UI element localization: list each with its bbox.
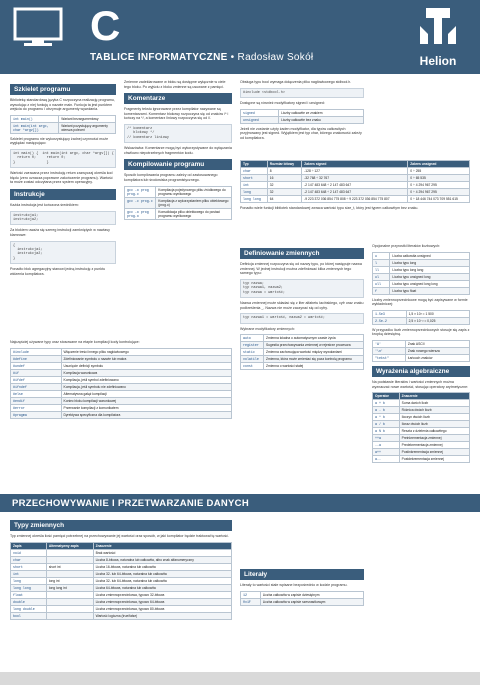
paragraph: Nazwa zmiennej może składać się z liter alfabetu łacińskiego, cyfr oraz znaku podkreślenia _. Nazwa nie może zaczynać się od cyfry.: [240, 301, 364, 310]
table-cell: Konsolidacja pliku obiektowego do postaci programu wynikowego: [156, 208, 232, 219]
table-row: [241, 335, 364, 342]
table-row: [373, 449, 470, 456]
table-cell: Zmienna, która może zmieniać się poza kontrolą programu: [263, 356, 363, 363]
paragraph: Ponadto blok agregacyjny stanowi jedną instrukcję z punktu widzenia kompilatora.: [10, 267, 106, 276]
table-row: [241, 598, 364, 605]
column-header: Zakres signed: [302, 161, 408, 168]
table-row: [373, 273, 470, 280]
table-row: [373, 287, 470, 294]
table-row: [373, 407, 470, 414]
types-block: [10, 516, 232, 623]
table-cell: gcc -o prog prog.o: [125, 208, 156, 219]
table-cell: Wariant bezargumentowy: [59, 115, 116, 122]
table-cell: auto: [241, 335, 264, 342]
paragraph: Opcjonalne przyrostki literałów liczbowych:: [372, 244, 441, 248]
section-band: PRZECHOWYWANIE I PRZETWARZANIE DANYCH: [0, 494, 480, 512]
column-header: Rozmiar bitowy: [267, 161, 301, 168]
table-cell: Liczba typu long long: [390, 266, 470, 273]
variable-modifiers-table: [240, 334, 364, 370]
table-cell: [46, 612, 93, 619]
table-cell: volatile: [241, 356, 264, 363]
paragraph: Zmienne zadeklarowane w bloku są dostępne wyłącznie w ciele tego bloku. Po wyjściu z bloku zmienne są usuwane z pamięci.: [124, 80, 226, 89]
table-row: [373, 340, 470, 347]
type-ranges-table: [240, 160, 470, 203]
column-2: [124, 80, 232, 223]
table-row: [241, 363, 364, 370]
table-row: [241, 182, 470, 189]
table-row: [241, 342, 364, 349]
column-header: Operator: [373, 393, 400, 400]
table-cell: short: [11, 563, 47, 570]
table-cell: gcc -o prog prog.c: [125, 186, 156, 197]
table-cell: Liczba 8-bitowa, naturalna lub całkowita, albo znak alfanumeryczny: [93, 556, 231, 563]
table-cell: 1.5e3: [373, 310, 407, 317]
char-literal-table: [372, 340, 470, 362]
table-cell: Predekrementacja zmiennej: [399, 442, 469, 449]
table-row: [241, 349, 364, 356]
table-cell: #undef: [11, 362, 62, 369]
table-cell: Sugestia przechowywania zmiennej w rejestrze procesora: [263, 342, 363, 349]
table-row: [241, 109, 364, 116]
literals-table: [240, 591, 364, 606]
table-cell: #error: [11, 404, 62, 411]
table-cell: [46, 556, 93, 563]
table-header-row: [241, 161, 470, 168]
table-cell: Zmienna o wartości stałej: [263, 363, 363, 370]
column-1: [10, 80, 116, 279]
table-row: [241, 116, 364, 123]
table-cell: float: [11, 591, 47, 598]
directives-table: [10, 348, 232, 419]
table-cell: char: [241, 168, 268, 175]
table-row: [11, 570, 232, 577]
paragraph: Literały to wartości stałe wpisane bezpośrednio w kodzie programu.: [240, 583, 348, 587]
table-cell: a % b: [373, 428, 400, 435]
table-cell: double: [11, 598, 47, 605]
paragraph: Wybrane modyfikatory zmiennych:: [240, 326, 295, 331]
paragraph: Na podstawie literałów i wartości zmiennych można wyznaczać nowe wartości, stosując operatory arytmetyczne:: [372, 379, 469, 389]
section-title: Wyrażenia algebraiczne: [372, 366, 470, 377]
table-cell: Zmienna zachowująca wartość między wywołaniami: [263, 349, 363, 356]
ranges-block: [240, 160, 470, 214]
table-cell: Liczba 16-bitowa, naturalna lub całkowita: [93, 563, 231, 570]
paragraph: Każda instrukcja jest kończona średnikiem:: [10, 202, 79, 207]
compile-table: [124, 186, 232, 220]
table-row: [373, 400, 470, 407]
author-name: • Radosław Sokół: [227, 52, 314, 63]
table-cell: 1,5 × 10³ = 1 500: [406, 310, 469, 317]
table-row: [373, 456, 470, 463]
table-cell: 0x1F: [241, 598, 261, 605]
table-cell: -2 147 483 648 ÷ 2 147 483 647: [302, 182, 408, 189]
table-row: [241, 175, 470, 182]
table-cell: Kompilacja z wykorzystaniem pliku obiektowego (prog.o): [156, 197, 232, 208]
table-cell: Włączenie treści innego pliku nagłówkowego: [61, 348, 231, 355]
table-cell: 64: [267, 196, 301, 203]
table-cell: Liczba zmiennoprzecinkowa, typowo 32-bitowa: [93, 591, 231, 598]
paragraph: Najczęściej używane typy oraz stosowane na etapie kompilacji kody kontrolujące:: [10, 340, 140, 344]
operators-table: [372, 392, 470, 463]
table-cell: a + b: [373, 400, 400, 407]
table-cell: short: [241, 175, 268, 182]
table-cell: 2.5e-2: [373, 317, 407, 324]
table-row: [373, 347, 470, 354]
paragraph: Definicja zmiennej rozpoczyna się od nazwy typu, po której następuje nazwa zmiennej. W jednej instrukcji można zdefiniować kilka zmiennych tego samego typu:: [240, 262, 362, 276]
table-cell: #pragma: [11, 411, 62, 418]
table-row: [125, 197, 232, 208]
table-row: [11, 577, 232, 584]
table-cell: #define: [11, 355, 62, 362]
table-cell: long long: [241, 196, 268, 203]
table-row: [241, 356, 364, 363]
table-row: [11, 605, 232, 612]
table-cell: #endif: [11, 397, 62, 404]
monitor-icon: [12, 6, 64, 48]
table-cell: Koniec bloku kompilacji warunkowej: [61, 397, 231, 404]
table-row: [241, 591, 364, 598]
table-row: [11, 397, 232, 404]
table-row: [11, 584, 232, 591]
table-cell: Preinkrementacja zmiennej: [399, 435, 469, 442]
table-cell: short int: [46, 563, 93, 570]
table-row: [11, 591, 232, 598]
table-row: [241, 168, 470, 175]
table-cell: ll: [373, 266, 390, 273]
section-title: Definiowanie zmiennych: [240, 248, 364, 259]
paragraph: Za blokiem uważa się szereg instrukcji zamkniętych w nawiasy klamrowe:: [10, 228, 110, 237]
table-cell: Alternatywna gałąź kompilacji: [61, 390, 231, 397]
paragraph: Liczby zmiennoprzecinkowe mogą być zapisywane w formie wykładniczej:: [372, 297, 468, 307]
table-cell: 12: [241, 591, 261, 598]
table-row: [11, 376, 232, 383]
table-cell: [46, 605, 93, 612]
table-row: [125, 186, 232, 197]
section-title: Instrukcje: [10, 189, 116, 200]
sign-modifiers-table: [240, 109, 364, 124]
table-row: [11, 556, 232, 563]
section-title: Szkielet programu: [10, 84, 116, 95]
table-cell: unsigned: [241, 116, 279, 123]
table-row: [11, 549, 232, 556]
table-cell: #else: [11, 390, 62, 397]
table-cell: 2,5 × 10⁻² = 0,025: [406, 317, 469, 324]
paragraph: Szkielet programu nie wykorzystujący żadnej czynności może wyglądać następująco:: [10, 136, 109, 146]
table-cell: #if: [11, 369, 62, 376]
table-cell: 'A': [373, 340, 406, 347]
table-cell: Liczba zmiennoprzecinkowa, typowo 64-bitowa: [93, 598, 231, 605]
table-cell: Postdekrementacja zmiennej: [399, 456, 469, 463]
table-header-row: [373, 393, 470, 400]
table-cell: ull: [373, 280, 390, 287]
column-header: Alternatywny zapis: [46, 542, 93, 549]
section-title: Komentarze: [124, 93, 232, 104]
table-cell: Liczby całkowite ze znakiem: [279, 109, 364, 116]
table-cell: static: [241, 349, 264, 356]
table-cell: Usunięcie definicji symbolu: [61, 362, 231, 369]
table-cell: char: [11, 556, 47, 563]
table-row: [11, 355, 232, 362]
table-cell: Przerwanie kompilacji z komunikatem: [61, 404, 231, 411]
table-cell: -128 ÷ 127: [302, 168, 408, 175]
helion-mark-icon: [408, 4, 468, 52]
table-cell: Suma dwóch liczb: [399, 400, 469, 407]
variable-types-table: [10, 542, 232, 620]
table-cell: void: [11, 549, 47, 556]
table-cell: long: [241, 189, 268, 196]
code-block: instrukcja1; instrukcja2;: [10, 211, 116, 226]
table-cell: long int: [46, 577, 93, 584]
paragraph: Typ zmiennej określa ilość pamięci potrzebnej na przechowywanie jej wartości oraz sposób, w jaki kompilator będzie traktował tę wartość.: [10, 534, 229, 538]
column-3-lower: [240, 244, 364, 373]
header: [0, 0, 480, 74]
column-header: Znaczenie: [93, 542, 231, 549]
code-block: int main() { int main(int argc, char *argv[]) { return 0; return 0; } }: [10, 149, 116, 168]
table-cell: Liczba 32- lub 64-bitowa, naturalna lub całkowita: [93, 577, 231, 584]
table-cell: Znak nowego wiersza: [405, 347, 469, 354]
table-cell: -32 768 ÷ 32 767: [302, 175, 408, 182]
table-row: [373, 280, 470, 287]
table-cell: gcc -c prog.c: [125, 197, 156, 208]
table-cell: int main(int argc, char *argv[]): [11, 122, 59, 133]
table-cell: u: [373, 252, 390, 259]
table-cell: Liczba 32- lub 64-bitowa, naturalna lub całkowita: [93, 570, 231, 577]
table-cell: int: [241, 182, 268, 189]
paragraph: Fragmenty tekstu ignorowane przez kompilator nazywane są komentarzami. Komentarz blokowy rozpoczyna się od znaków /* i kończy na */, a komentarz liniowy rozpoczyna się od //.: [124, 107, 229, 121]
paragraph: Wartość zwracana przez instrukcję return zazwyczaj określa kod błędu (zero oznacza poprawne zakończenie programu). Wartość ta może zostać odczytana przez system operacyjny.: [10, 171, 113, 185]
table-row: [125, 208, 232, 219]
directives-block: [10, 340, 232, 422]
column-header: Znaczenie: [399, 393, 469, 400]
table-cell: Wartość logiczna (true/false): [93, 612, 231, 619]
table-cell: a / b: [373, 421, 400, 428]
table-cell: "tekst": [373, 354, 406, 361]
page-footer-strip: [0, 672, 480, 685]
table-row: [11, 598, 232, 605]
table-cell: ul: [373, 273, 390, 280]
table-cell: Postinkrementacja zmiennej: [399, 449, 469, 456]
table-cell: '\n': [373, 347, 406, 354]
column-header: Zakres unsigned: [408, 161, 470, 168]
column-header: Zapis: [11, 542, 47, 549]
exponent-table: [372, 310, 470, 325]
series-name: TABLICE INFORMATYCZNE: [90, 52, 228, 63]
table-header-row: [11, 542, 232, 549]
table-row: [373, 354, 470, 361]
table-cell: a--: [373, 456, 400, 463]
table-cell: Znak ASCII: [405, 340, 469, 347]
table-cell: 0 ÷ 18 446 744 073 709 551 615: [408, 196, 470, 203]
table-cell: #ifdef: [11, 376, 62, 383]
table-cell: [46, 570, 93, 577]
table-cell: -9 223 372 036 854 775 808 ÷ 9 223 372 036 854 775 807: [302, 196, 408, 203]
paragraph: Wskazówka: Komentarze mogą być wykorzystywane do wyłączania chwilowo niepotrzebnych fragmentów kodu.: [124, 146, 232, 155]
table-row: [373, 442, 470, 449]
table-cell: ++a: [373, 435, 400, 442]
table-cell: 0 ÷ 65 535: [408, 175, 470, 182]
table-row: [373, 414, 470, 421]
table-cell: Brak wartości: [93, 549, 231, 556]
suffix-table: [372, 252, 470, 295]
code-block: #include <stdbool.h>: [240, 88, 364, 98]
paragraph: Sposób kompilowania programu zależy od zastosowanego kompilatora lub środowiska programistycznego.: [124, 173, 218, 182]
publisher-logo: [408, 4, 468, 68]
table-cell: long long: [11, 584, 47, 591]
table-row: [11, 390, 232, 397]
table-cell: a * b: [373, 414, 400, 421]
section-title: Literały: [240, 569, 364, 580]
table-row: [373, 428, 470, 435]
table-cell: Liczba całkowita w zapisie szesnastkowym: [260, 598, 363, 605]
table-cell: int main(): [11, 115, 59, 122]
table-cell: 32: [267, 182, 301, 189]
table-cell: 0 ÷ 4 294 967 295: [408, 189, 470, 196]
table-cell: 0 ÷ 255: [408, 168, 470, 175]
table-cell: -2 147 483 648 ÷ 2 147 483 647: [302, 189, 408, 196]
table-cell: a - b: [373, 407, 400, 414]
table-cell: signed: [241, 109, 279, 116]
table-cell: l: [373, 259, 390, 266]
table-cell: long double: [11, 605, 47, 612]
table-cell: Liczba całkowita unsigned: [390, 252, 470, 259]
table-cell: #ifndef: [11, 383, 62, 390]
table-cell: Liczba typu unsigned long long: [390, 280, 470, 287]
table-cell: Liczba typu float: [390, 287, 470, 294]
table-row: [241, 189, 470, 196]
table-cell: [46, 591, 93, 598]
table-cell: register: [241, 342, 264, 349]
table-cell: [46, 549, 93, 556]
table-cell: Liczby całkowite bez znaku: [279, 116, 364, 123]
table-cell: int: [11, 570, 47, 577]
table-row: [373, 310, 470, 317]
table-cell: Dyrektywa specyficzna dla kompilatora: [61, 411, 231, 418]
table-cell: Zmienna lokalna o automatycznym czasie życia: [263, 335, 363, 342]
table-cell: Iloraz dwóch liczb: [399, 421, 469, 428]
paragraph: Jeżeli nie zostanie użyty żaden modyfikator, dla typów całkowitych przyjmowany jest signed. Wyjątkiem jest typ char, którego znakowość zależy od kompilatora.: [240, 126, 362, 140]
table-row: [11, 404, 232, 411]
table-row: [11, 362, 232, 369]
table-row: [11, 369, 232, 376]
column-4: [372, 244, 470, 466]
table-row: [11, 115, 116, 122]
paragraph: Dostępne są również modyfikatory signed i unsigned:: [240, 101, 325, 105]
table-cell: Liczba 64-bitowa, naturalna lub całkowita: [93, 584, 231, 591]
table-cell: Kompilacja, jeśli symbolu nie zdefiniowano: [61, 383, 231, 390]
code-block: typ nazwa1 = wartość, nazwa2 = wartość;: [240, 313, 364, 323]
table-row: [11, 383, 232, 390]
code-block: typ nazwa; typ nazwa1, nazwa2; typ nazwa = wartość;: [240, 279, 364, 298]
table-cell: long: [11, 577, 47, 584]
table-cell: [46, 598, 93, 605]
code-block: { instrukcja1; instrukcja2; }: [10, 241, 116, 265]
table-cell: Zdefiniowanie symbolu o nazwie lub makra: [61, 355, 231, 362]
table-cell: Kompilacja, jeśli symbol zdefiniowano: [61, 376, 231, 383]
table-cell: Liczba zmiennoprzecinkowa, typowo 80-bitowa: [93, 605, 231, 612]
section-title: Kompilowanie programu: [124, 159, 232, 170]
table-row: [373, 259, 470, 266]
table-cell: Liczba całkowita w zapisie dziesiętnym: [260, 591, 363, 598]
page-title: C: [90, 2, 121, 49]
table-cell: const: [241, 363, 264, 370]
table-cell: f: [373, 287, 390, 294]
table-cell: 32: [267, 189, 301, 196]
table-row: [11, 122, 116, 133]
table-cell: Liczba typu unsigned long: [390, 273, 470, 280]
main-variants-table: [10, 115, 116, 134]
table-row: [11, 411, 232, 418]
page-subtitle: [90, 52, 313, 63]
table-cell: Liczba typu long: [390, 259, 470, 266]
table-row: [241, 196, 470, 203]
column-header: Typ: [241, 161, 268, 168]
paragraph: Obsługa typu bool wymaga dołączenia pliku nagłówkowego stdbool.h.: [240, 80, 352, 84]
table-cell: Reszta z dzielenia całkowitego: [399, 428, 469, 435]
table-row: [373, 266, 470, 273]
paragraph: Ponadto wiele funkcji bibliotek standardowej zwraca wartość typu size_t, który jest typem całkowitym bez znaku.: [240, 206, 419, 210]
table-cell: Kompilacja pojedynczego pliku źródłowego do programu wynikowego: [156, 186, 232, 197]
table-cell: Różnica dwóch liczb: [399, 407, 469, 414]
section-title: Typy zmiennych: [10, 520, 232, 531]
table-cell: Łańcuch znaków: [405, 354, 469, 361]
table-cell: long long int: [46, 584, 93, 591]
publisher-name: Helion: [419, 54, 457, 68]
paragraph: Bibliotekę standardową języka C rozpoczyna realizację programu, wywołując z niej funkcję o nazwie main. Funkcja ta jest punktem wejścia do programu i otrzymuje argumenty wywołania.: [10, 98, 115, 112]
table-cell: 16: [267, 175, 301, 182]
paragraph: W przypadku liczb zmiennoprzecinkowych stosuje się zapis z kropką dziesiętną.: [372, 327, 470, 337]
table-cell: bool: [11, 612, 47, 619]
table-row: [373, 421, 470, 428]
table-row: [11, 612, 232, 619]
table-row: [373, 317, 470, 324]
table-cell: 8: [267, 168, 301, 175]
table-row: [373, 435, 470, 442]
table-row: [373, 252, 470, 259]
table-cell: --a: [373, 442, 400, 449]
table-cell: #include: [11, 348, 62, 355]
table-cell: a++: [373, 449, 400, 456]
code-block: /* komentarz blokowy */ // komentarz liniowy: [124, 124, 232, 143]
column-3: [240, 80, 364, 143]
table-cell: Iloczyn dwóch liczb: [399, 414, 469, 421]
table-cell: 0 ÷ 4 294 967 295: [408, 182, 470, 189]
literals-block: [240, 565, 364, 609]
table-cell: Kompilacja warunkowa: [61, 369, 231, 376]
table-row: [11, 348, 232, 355]
table-row: [11, 563, 232, 570]
table-cell: Wariant pozyskujący argumenty wiersza poleceń: [59, 122, 116, 133]
